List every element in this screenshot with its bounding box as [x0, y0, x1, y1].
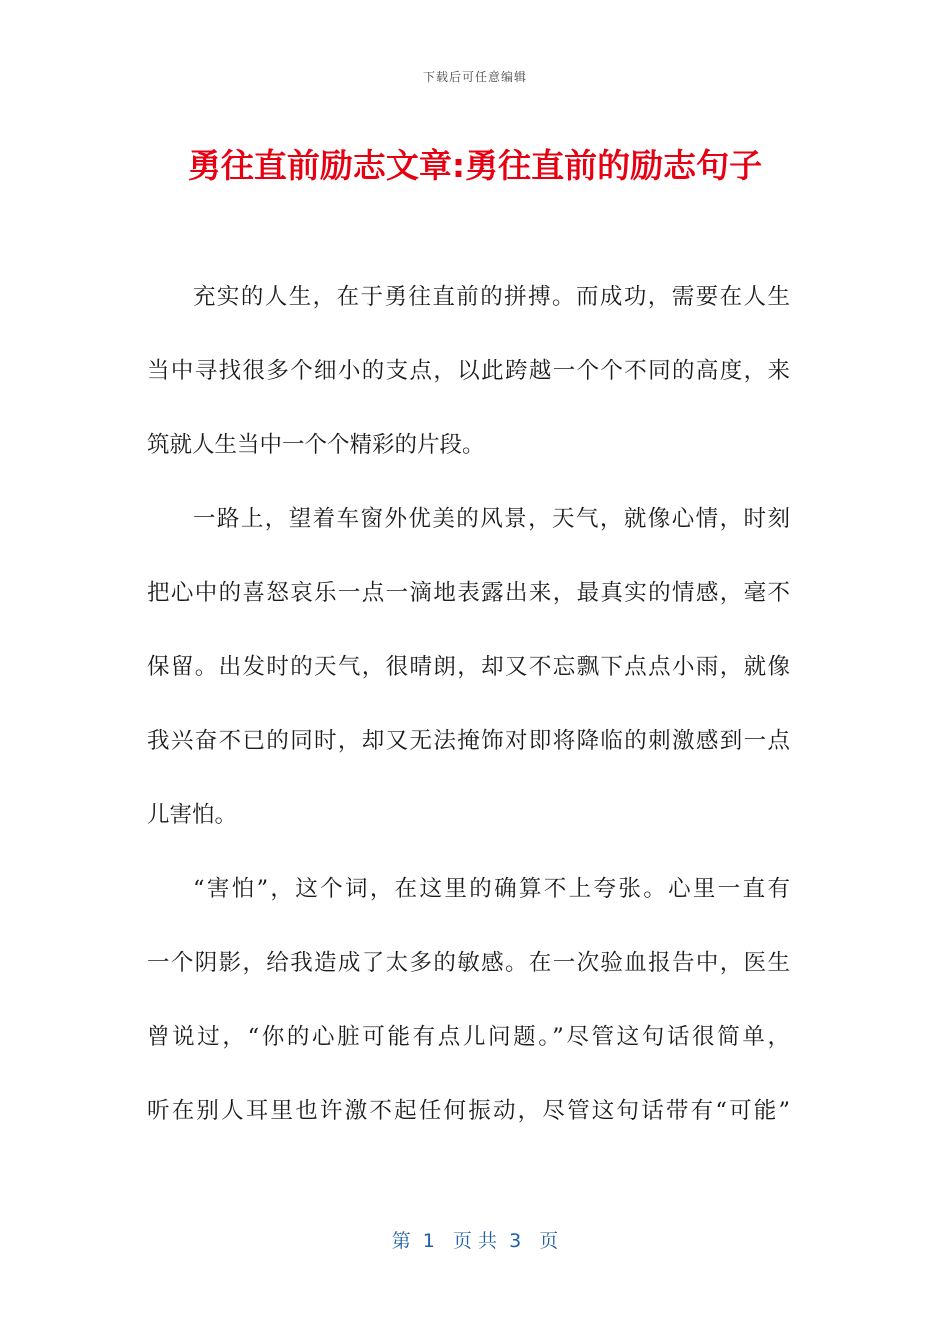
paragraph-line: 充实的人生，在于勇往直前的拼搏。而成功，需要在人生 [193, 284, 790, 310]
paragraph-line: 当中寻找很多个细小的支点，以此跨越一个个不同的高度，来 [147, 358, 790, 384]
paragraph-line: 曾说过，“你的心脏可能有点儿问题。”尽管这句话很简单， [147, 1024, 790, 1050]
paragraph-line: “害怕”，这个词，在这里的确算不上夸张。心里一直有 [193, 876, 790, 902]
header-note: 下载后可任意编辑 [422, 70, 527, 84]
paragraph-line: 保留。出发时的天气，很晴朗，却又不忘飘下点点小雨，就像 [147, 654, 790, 680]
paragraph-line: 把心中的喜怒哀乐一点一滴地表露出来，最真实的情感，毫不 [147, 580, 790, 606]
page-footer: 第 1 页 共 3 页 [391, 1230, 559, 1252]
document-body [147, 260, 790, 1148]
paragraph-line: 听在别人耳里也许激不起任何振动，尽管这句话带有“可能” [147, 1098, 790, 1124]
paragraph-line: 一个阴影，给我造成了太多的敏感。在一次验血报告中，医生 [147, 950, 790, 976]
paragraph-line: 我兴奋不已的同时，却又无法掩饰对即将降临的刺激感到一点 [147, 728, 790, 754]
paragraph-line: 儿害怕。 [147, 802, 238, 828]
paragraph-line: 一路上，望着车窗外优美的风景，天气，就像心情，时刻 [193, 506, 790, 532]
document-title: 勇往直前励志文章:勇往直前的励志句子 [187, 146, 763, 185]
paragraph-line: 筑就人生当中一个个精彩的片段。 [147, 432, 485, 458]
